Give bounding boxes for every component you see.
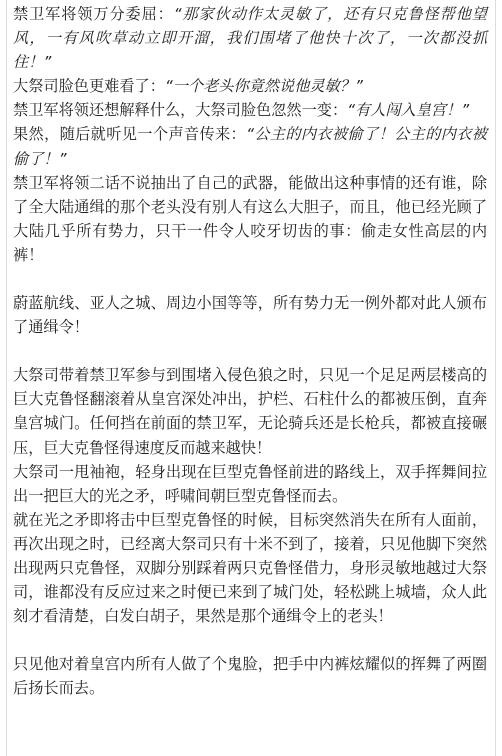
paragraph-text: 大祭司一甩袖袍，轻身出现在巨型克鲁怪前进的路线上，双手挥舞间拉出一把巨大的光之矛，呼啸间朝巨型克鲁怪而去。 (13, 462, 487, 505)
quoted-speech: “公主的内衣被偷了！公主的内衣被偷了！” (13, 125, 487, 168)
document-page (6, 0, 496, 756)
paragraph (13, 363, 487, 459)
quoted-speech: “有人闯入皇宫！” (347, 101, 470, 120)
paragraph (13, 74, 487, 98)
paragraph-text: 就在光之矛即将击中巨型克鲁怪的时候，目标突然消失在所有人面前，再次出现之时，已经离大祭司只有十米不到了，接着，只见他脚下突然出现两只克鲁怪，双脚分别踩着两只克鲁怪借力，身形灵敏地越过大祭司，谁都没有反应过来之时便已来到了城门处，轻松跳上城墙，众人此刻才看清楚，白发白胡子，果然是那个通缉令上的老头！ (13, 510, 487, 626)
paragraph (13, 460, 487, 508)
quoted-speech: “那家伙动作太灵敏了，还有只克鲁怪帮他望风，一有风吹草动立即开溜，我们围堵了他快十次了，一次都没抓住！” (13, 5, 487, 72)
paragraph-text: 禁卫军将领还想解释什么，大祭司脸色忽然一变： (13, 101, 348, 120)
paragraph (13, 122, 487, 170)
paragraph (13, 291, 487, 339)
paragraph-text: 果然，随后就听见一个声音传来： (13, 125, 247, 144)
paragraph-text: 禁卫军将领万分委屈： (13, 5, 174, 23)
quoted-speech: “一个老头你竟然说他灵敏？” (164, 77, 363, 96)
paragraph-text: 禁卫军将领二话不说抽出了自己的武器，能做出这种事情的还有谁，除了全大陆通缉的那个老头没有别人有这么大胆子，而且，他已经光顾了大陆几乎所有势力，只干一件令人咬牙切齿的事：偷走女性高层的内裤！ (13, 173, 487, 264)
paragraph (13, 2, 487, 74)
paragraph-spacer (13, 267, 487, 291)
paragraph (13, 171, 487, 267)
paragraph (13, 98, 487, 122)
paragraph-spacer (13, 628, 487, 652)
paragraph (13, 652, 487, 700)
paragraph (13, 508, 487, 628)
paragraph-text: 只见他对着皇宫内所有人做了个鬼脸，把手中内裤炫耀似的挥舞了两圈后扬长而去。 (13, 655, 487, 698)
paragraph-text: 蔚蓝航线、亚人之城、周边小国等等，所有势力无一例外都对此人颁布了通缉令！ (13, 294, 487, 337)
paragraph-text: 大祭司带着禁卫军参与到围堵入侵色狼之时，只见一个足足两层楼高的巨大克鲁怪翻滚着从皇宫深处冲出，护栏、石柱什么的都被压倒，直奔皇宫城门。任何挡在前面的禁卫军，无论骑兵还是长枪兵，都被直接碾压，巨大克鲁怪得速度反而越来越快！ (13, 366, 487, 457)
paragraph-text: 大祭司脸色更难看了： (13, 77, 165, 96)
paragraph-spacer (13, 339, 487, 363)
